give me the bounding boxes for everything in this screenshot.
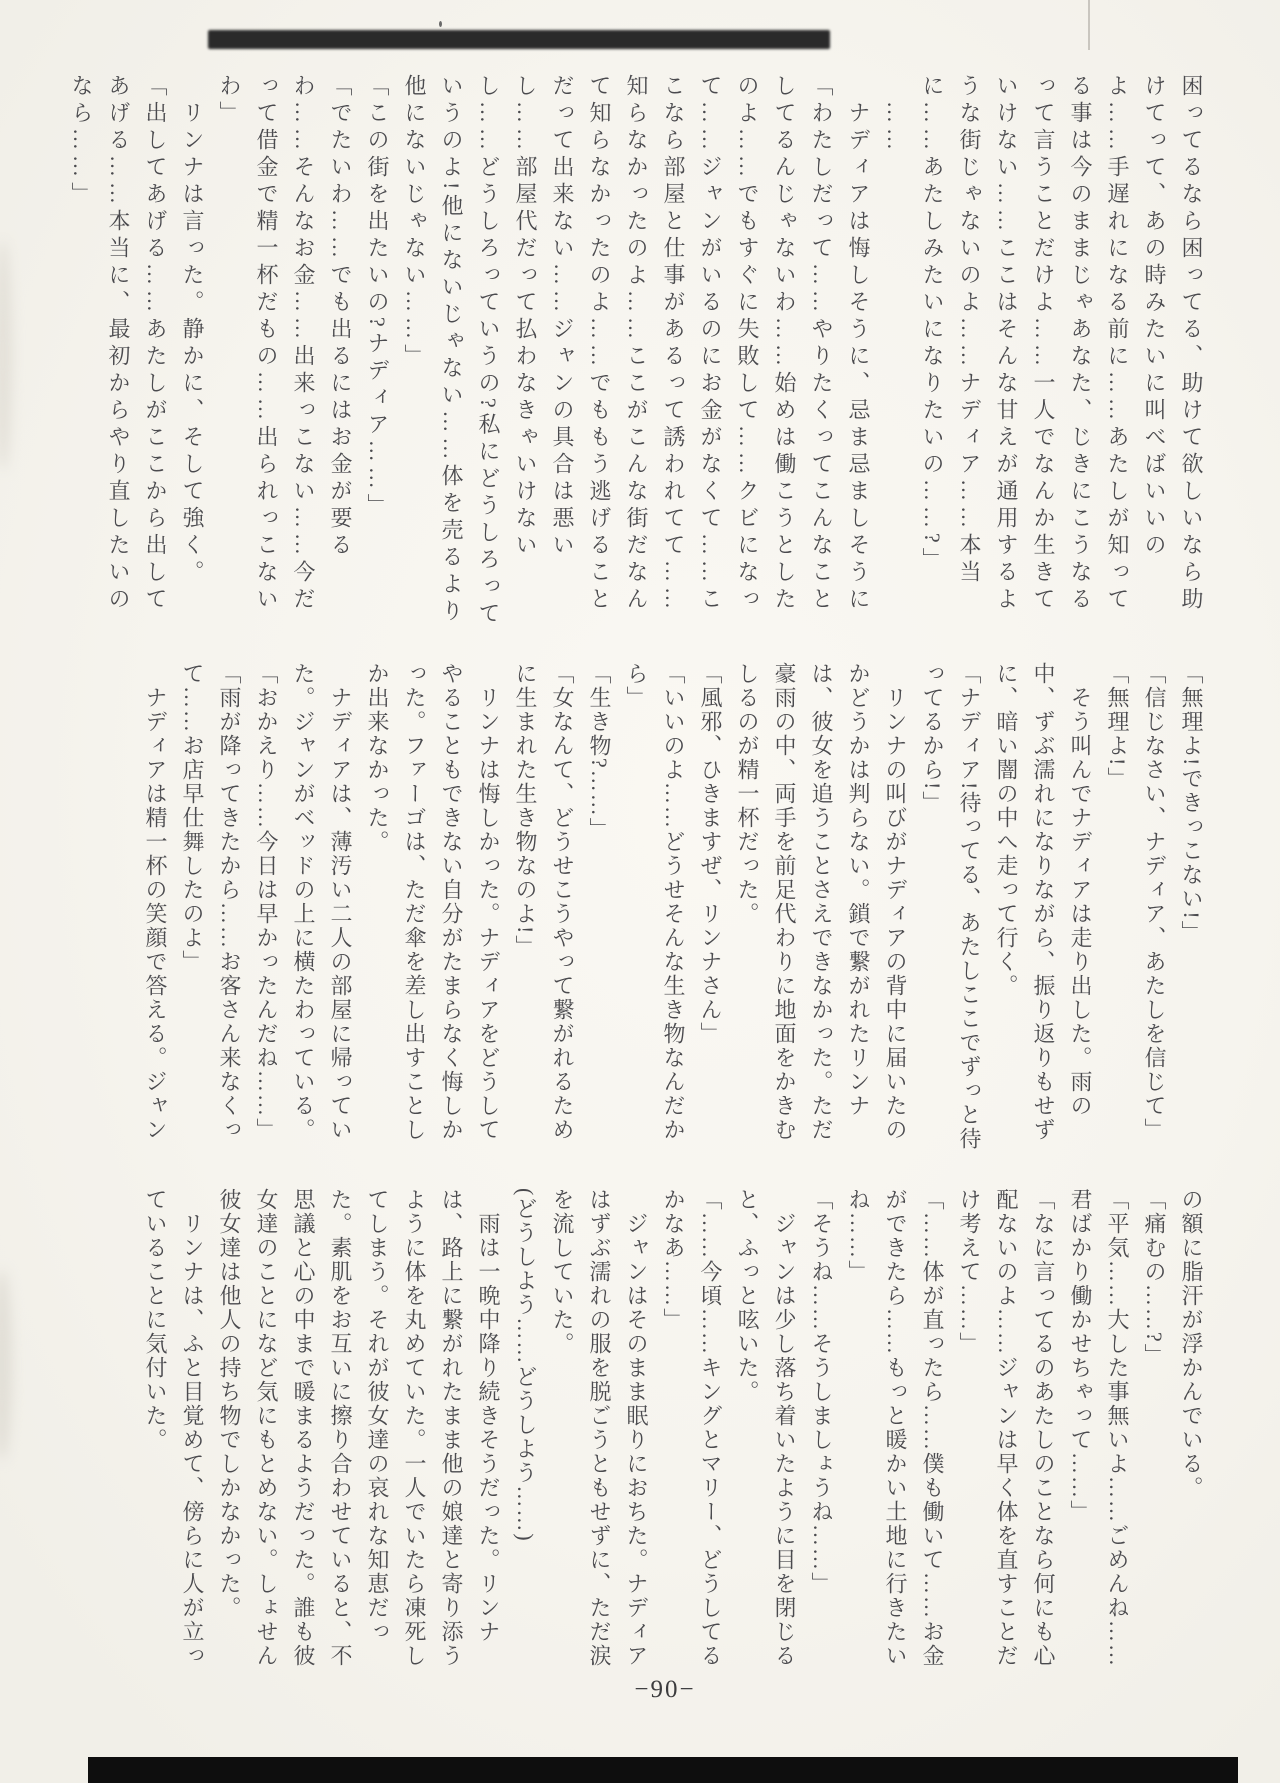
paragraph: …… [883,74,908,155]
paragraph: ジャンはそのまま眠りにおちた。ナディアはずぶ濡れの服を脱ごうともせずに、ただ涙を流していた。 [550,1188,649,1668]
scan-artifact-smudge [0,1270,12,1460]
scan-artifact-smudge [0,240,12,470]
paragraph: 「無理よ!」 [1105,662,1130,792]
paragraph: 「わたしだって……やりたくってこんなことしてるんじゃないわ……始めは働こうとしたのよ……でもすぐに失敗して……クビになって……ジャンがいるのにお金がなくて……ここなら部屋と仕事があるって誘われてて……知らなかったのよ……ここがこんな街だなんて知らなかったのよ……でももう逃げることだって出来ない……ジャンの具合は悪いし……部屋代だって払わなきゃいけないし……どうしろっていうの?私にどうしろっていうのよ!他にないじゃない……体を売るより他にないじゃない……」 [402,74,834,629]
text-block-top [69,74,1210,630]
paragraph: 「生き物?……」 [587,662,612,842]
paragraph: 「ナディア!待ってる、あたしここでずっと待ってるから!」 [920,662,982,1152]
paragraph: 「そうね……そうしましょうね……」 [809,1188,834,1596]
scan-artifact-bottom-bar [88,1757,1238,1783]
paragraph: 「無理よ!できっこない!」 [1179,662,1204,945]
paragraph: リンナは悔しかった。ナディアをどうしてやることもできない自分がたまらなく悔しかった。ファーゴは、ただ傘を差し出すことしか出来なかった。 [365,662,501,1142]
paragraph: 「痛むの……?」 [1142,1188,1167,1368]
paragraph: ナディアは精一杯の笑顔で答える。ジャン [143,662,168,1142]
paragraph: 「なに言ってるのあたしのことなら何にも心配ないのよ……ジャンは早く体を直すことだけ考えて……」 [957,1188,1056,1668]
paragraph: 「信じなさい、ナディア、あたしを信じて」 [1142,662,1167,1142]
paragraph: ナディアは悔しそうに、忌ま忌ましそうに [846,74,871,614]
paragraph: ナディアは、薄汚い二人の部屋に帰っていた。ジャンがベッドの上に横たわっている。 [291,662,353,1142]
paragraph: 「でたいわ……でも出るにはお金が要るわ……そんなお金……出来っこない……今だって借金で精一杯だもの……出られっこないわ」 [217,74,353,614]
paragraph: リンナの叫びがナディアの背中に届いたのかどうかは判らない。鎖で繋がれたリンナは、彼女を追うことさえできなかった。ただ豪雨の中、両手を前足代わりに地面をかきむしるのが精一杯だった。 [735,662,908,1142]
paragraph: 「平気……大した事無いよ……ごめんね……君ばかり働かせちゃって……」 [1068,1188,1130,1668]
paragraph: 「いいのよ……どうせそんな生き物なんだから」 [624,662,686,1142]
scan-artifact-dot [439,21,442,27]
paragraph: 「……体が直ったら……僕も働いて……お金ができたら……もっと暖かい土地に行きたいね……」 [846,1188,945,1668]
paragraph: そう叫んでナディアは走り出した。雨の中、ずぶ濡れになりながら、振り返りもせずに、暗い闇の中へ走って行く。 [994,662,1093,1142]
paragraph: 「……今頃……キングとマリー、どうしてるかなあ……」 [661,1188,723,1668]
paragraph: (どうしよう……どうしよう……) [513,1188,538,1543]
paragraph: 「この街を出たいの?ナディア……」 [365,74,390,521]
paragraph: 「雨が降ってきたから……お客さん来なくって……お店早仕舞したのよ」 [180,662,242,1142]
text-block-bottom [88,1188,1210,1678]
paragraph: 雨は一晩中降り続きそうだった。リンナは、路上に繋がれたまま他の娘達と寄り添うように体を丸めていた。一人でいたら凍死してしまう。それが彼女達の哀れな知恵だった。素肌をお互いに擦り合わせていると、不思議と心の中まで暖まるようだった。誰も彼女達のことになど気にもとめない。しょせん彼女達は他人の持ち物でしかなかった。 [217,1188,501,1668]
paragraph: ジャンは少し落ち着いたように目を閉じると、ふっと呟いた。 [735,1188,797,1668]
paragraph: 「出してあげる……あたしがここから出してあげる……本当に、最初からやり直したいのなら……」 [69,74,168,614]
paragraph: 「おかえり……今日は早かったんだね……」 [254,662,279,1142]
page-number: −90− [634,1676,696,1703]
scan-artifact-top-bar [208,30,830,49]
paragraph: 「風邪、ひきますぜ、リンナさん」 [698,662,723,1046]
text-block-middle [88,662,1210,1156]
scan-artifact-vertical-line [1088,0,1090,50]
paragraph: 「女なんて、どうせこうやって繋がれるために生まれた生き物なのよ!」 [513,662,575,1142]
paragraph: リンナは、ふと目覚めて、傍らに人が立っていることに気付いた。 [143,1188,205,1668]
paragraph: の額に脂汗が浮かんでいる。 [1179,1188,1204,1500]
paragraph: リンナは言った。静かに、そして強く。 [180,74,205,587]
paragraph: 困ってるなら困ってる、助けて欲しいなら助けてって、あの時みたいに叫べばいいのよ……手遅れになる前に……あたしが知ってる事は今のままじゃあなた、じきにこうなるって言うことだけよ……一人でなんか生きていけない……ここはそんな甘えが通用するような街じゃないのよ……ナディア……本当に……あたしみたいになりたいの……?」 [920,74,1204,614]
